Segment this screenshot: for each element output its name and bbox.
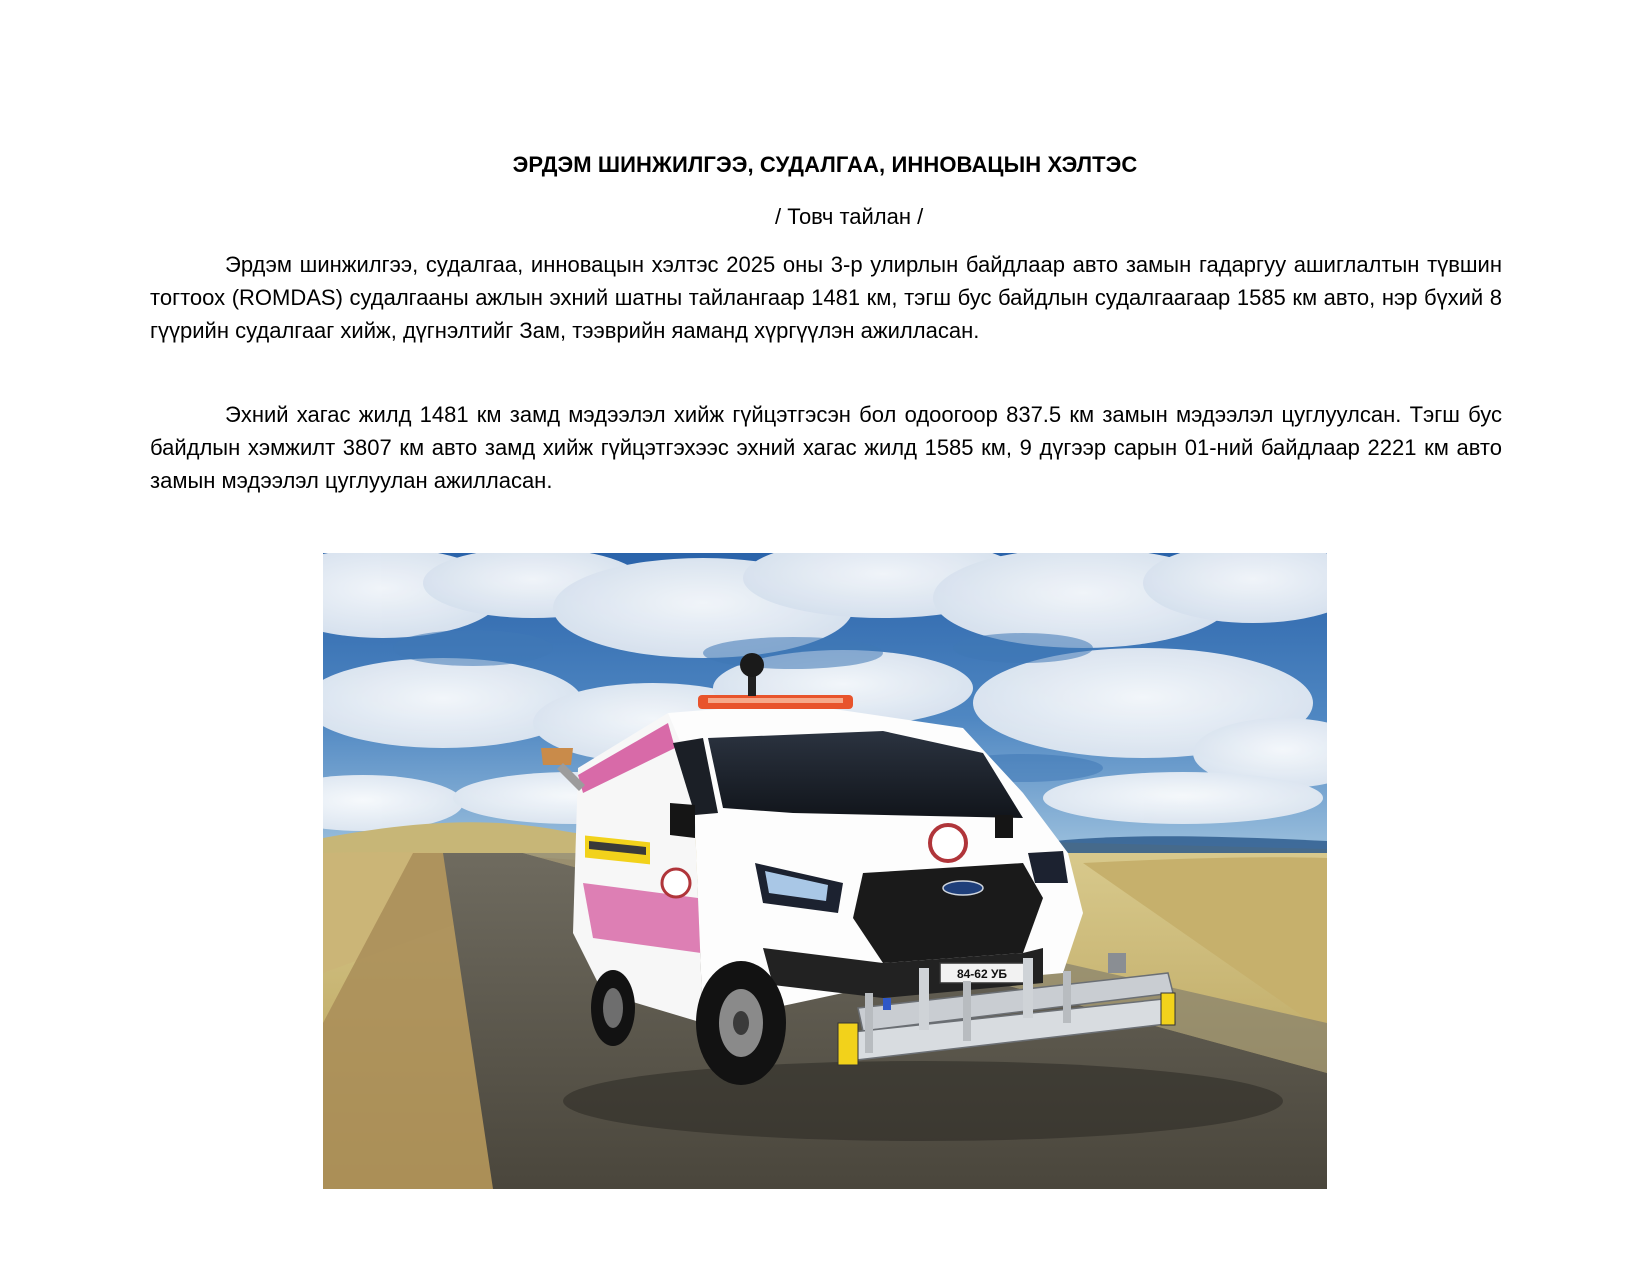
- paragraph-1: Эрдэм шинжилгээ, судалгаа, инновацын хэлтэс 2025 оны 3-р улирлын байдлаар авто замын гадаргуу ашиглалтын түвшин тогтоох (ROMDAS) судалгааны ажлын эхний шатны тайлангаар 1481 км, тэгш бус байдлын судалгаагаар 1585 км авто, нэр бүхий 8 гүүрийн судалгааг хийж, дүгнэлтийг Зам, тээврийн яаманд хүргүүлэн ажилласан.: [150, 252, 1502, 343]
- document-subtitle: / Товч тайлан /: [775, 204, 924, 229]
- survey-van-photo: [323, 553, 1327, 1189]
- ford-badge: [943, 881, 983, 895]
- document-title: ЭРДЭМ ШИНЖИЛГЭЭ, СУДАЛГАА, ИННОВАЦЫН ХЭЛТЭС: [512, 152, 1138, 177]
- license-plate-text: 84-62 УБ: [956, 967, 1008, 981]
- paragraph-2: Эхний хагас жилд 1481 км замд мэдээлэл хийж гүйцэтгэсэн бол одоогоор 837.5 км замын мэдээлэл цуглуулсан. Тэгш бус байдлын хэмжилт 3807 км авто замд хийж гүйцэтгэхээс эхний хагас жилд 1585 км, 9 дүгээр сарын 01-ний байдлаар 2221 км авто замын мэдээлэл цуглуулан ажилласан.: [150, 402, 1502, 493]
